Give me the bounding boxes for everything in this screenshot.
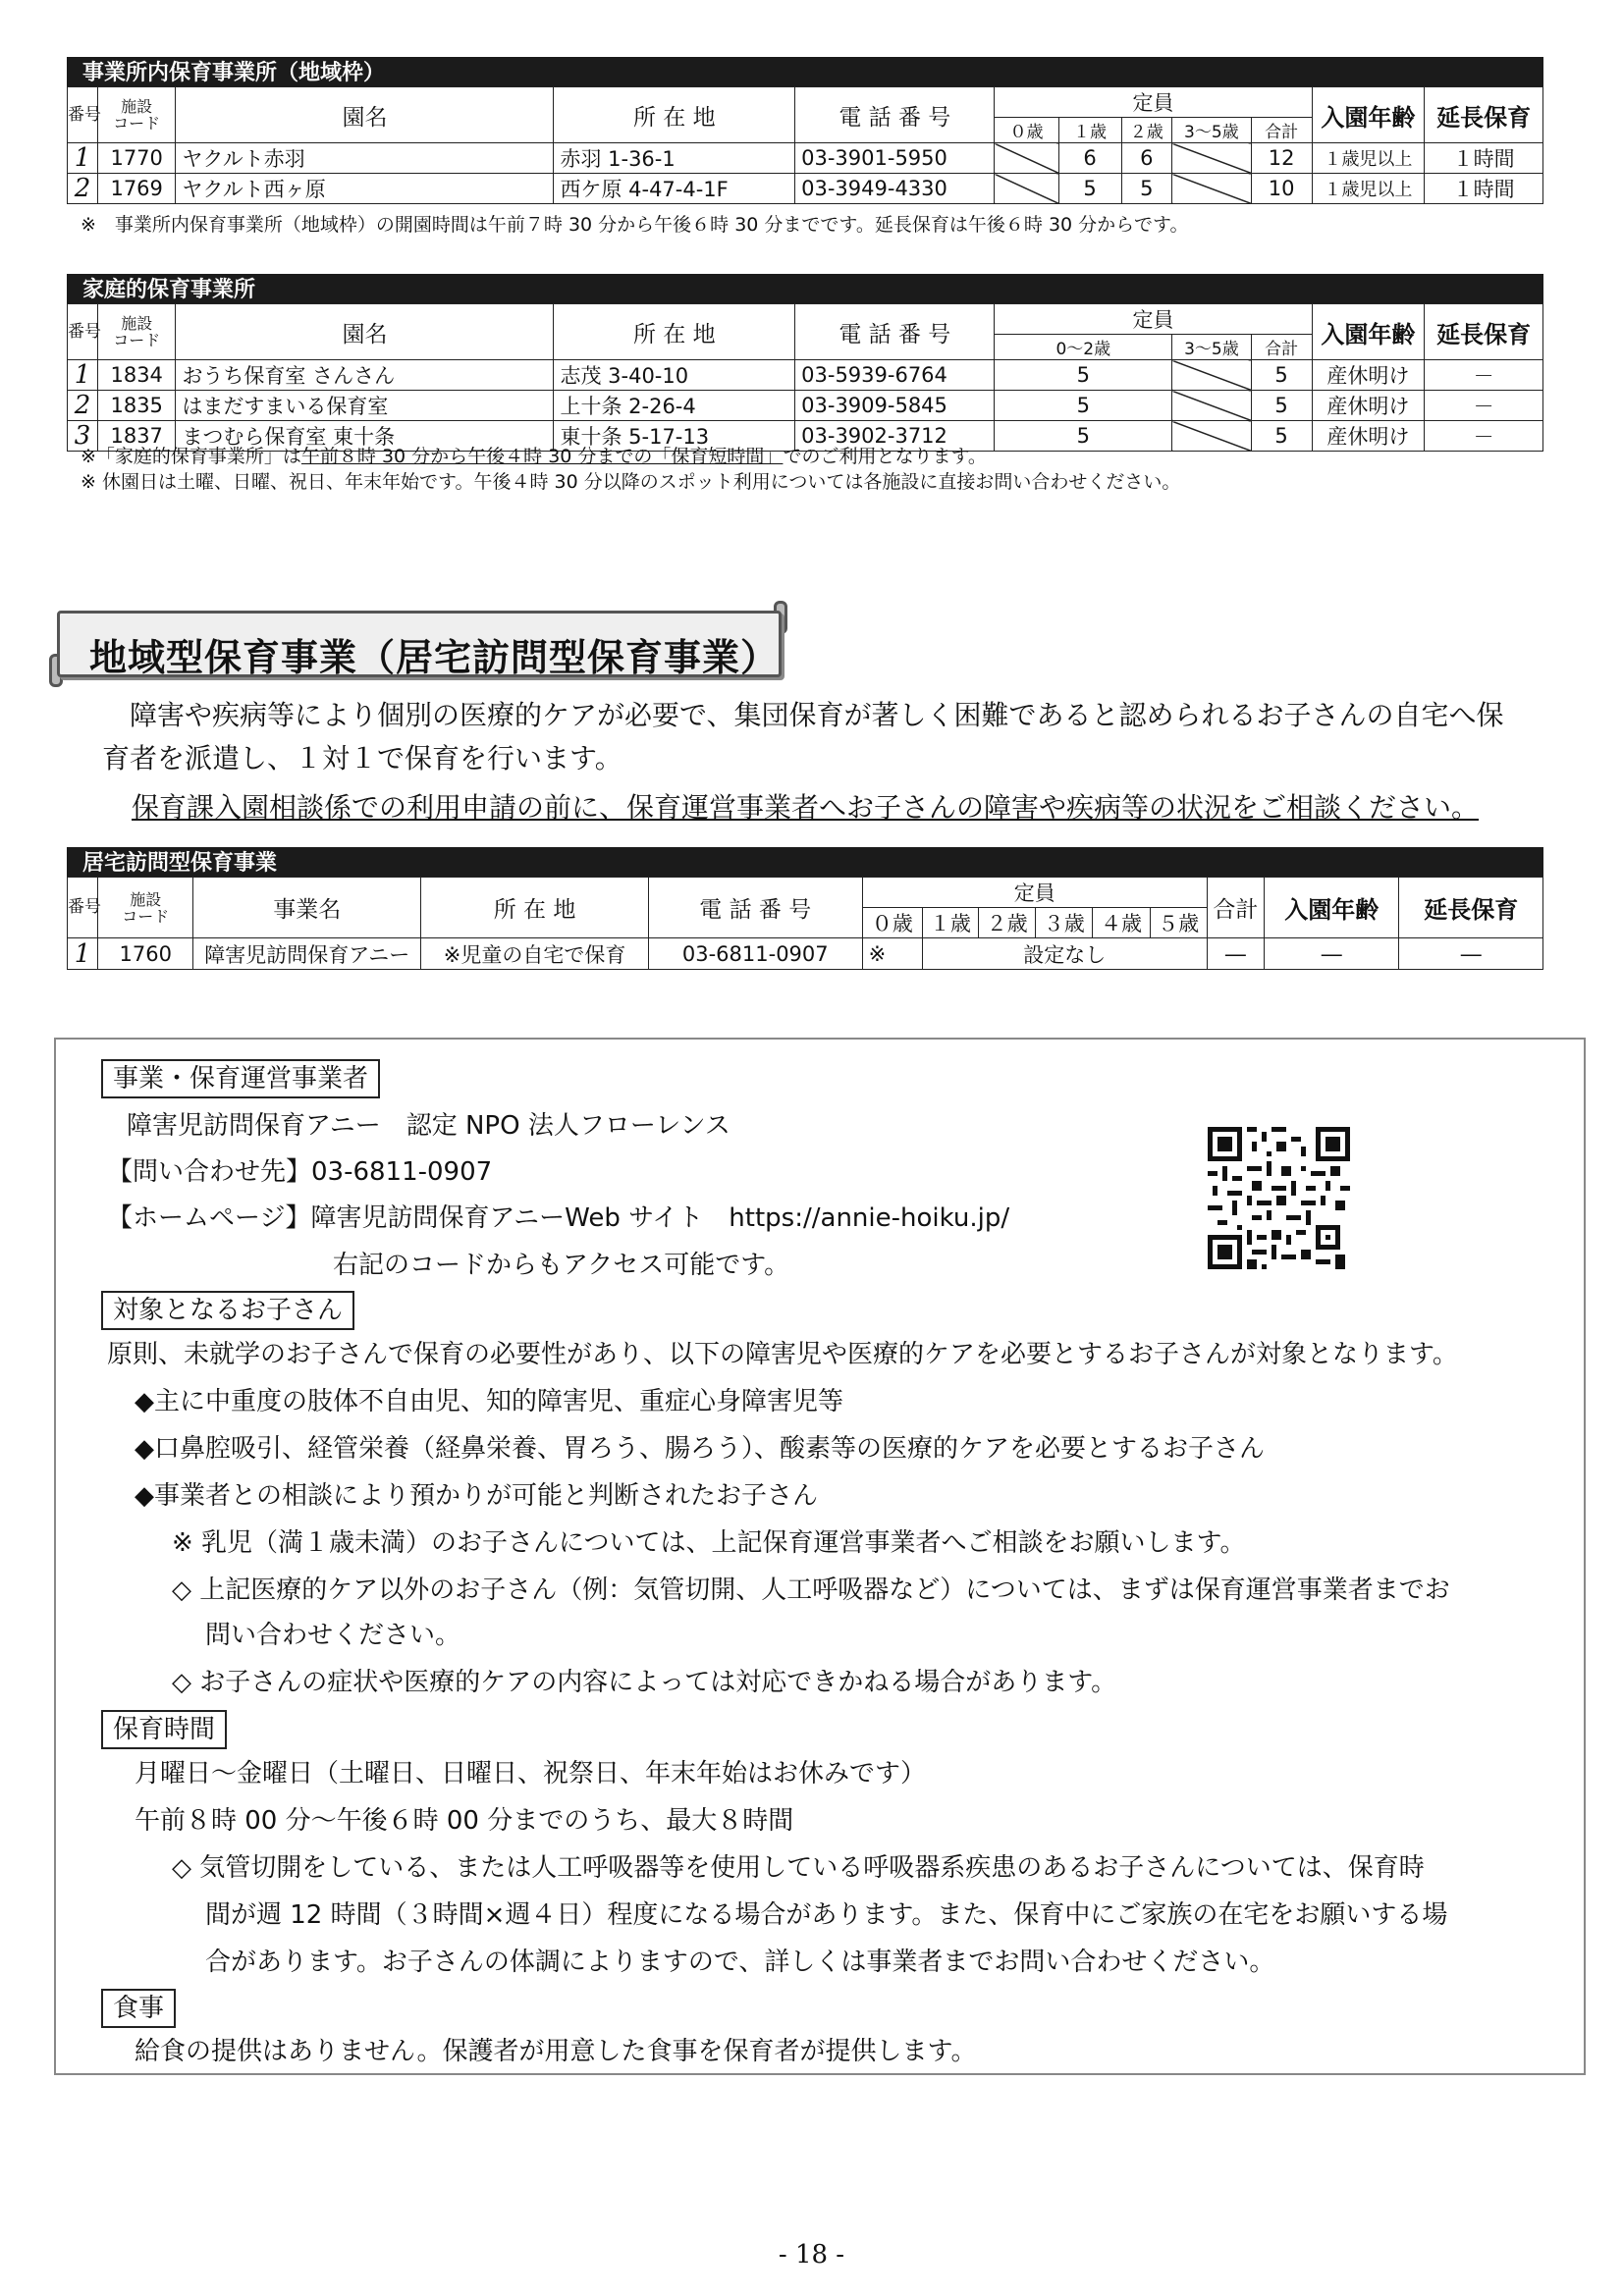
header-extended: 延長保育 <box>1425 87 1543 143</box>
capacity-total: 5 <box>1251 360 1312 391</box>
facility-code: 1834 <box>97 360 175 391</box>
header-code: 施設 コード <box>98 878 193 938</box>
header-entry-age: 入園年齢 <box>1312 304 1425 360</box>
capacity-age35-none <box>1172 391 1252 421</box>
header-age2: ２歳 <box>1121 118 1172 143</box>
capacity-age35-none <box>1172 360 1252 391</box>
header-entry-age: 入園年齢 <box>1312 87 1425 143</box>
header-extended: 延長保育 <box>1399 878 1543 938</box>
row-number: 1 <box>68 360 98 391</box>
header-no: 番号 <box>68 304 98 360</box>
workplace-nursery-note: ※ 事業所内保育事業所（地域枠）の開園時間は午前７時 30 分から午後６時 30 分までです。延長保育は午後６時 30 分からです。 <box>81 214 1189 236</box>
target-note-other-care-cont: 問い合わせください。 <box>205 1621 461 1650</box>
extended-care: － <box>1425 360 1543 391</box>
capacity-age02: 5 <box>995 360 1172 391</box>
facility-address: 赤羽 1-36-1 <box>554 143 795 174</box>
row-number: 1 <box>68 938 98 970</box>
facility-phone: 03-5939-6764 <box>795 360 995 391</box>
facility-name: ヤクルト西ヶ原 <box>176 174 554 204</box>
row-number: 1 <box>68 143 98 174</box>
target-item: ◆口鼻腔吸引、経管栄養（経鼻栄養、胃ろう、腸ろう）、酸素等の医療的ケアを必要とするお子さん <box>135 1434 1265 1464</box>
header-code: 施設 コード <box>97 304 175 360</box>
section-workplace-nursery <box>67 57 1543 204</box>
capacity-age1: 5 <box>1058 174 1121 204</box>
intro-line-3: 保育課入園相談係での利用申請の前に、保育運営事業者へお子さんの障害や疾病等の状況をご相談ください。 <box>132 791 1480 824</box>
header-name: 園名 <box>176 304 554 360</box>
header-address: 所 在 地 <box>421 878 649 938</box>
capacity-age0: ※ <box>862 938 922 970</box>
facility-name: おうち保育室 さんさん <box>176 360 554 391</box>
header-phone: 電 話 番 号 <box>795 304 995 360</box>
homepage-link[interactable]: 【ホームページ】障害児訪問保育アニーWeb サイト https://annie-hoiku.jp/ <box>107 1203 1010 1233</box>
page-number: - 18 - <box>778 2240 845 2269</box>
facility-code: 1835 <box>97 391 175 421</box>
facility-phone: 03-3909-5845 <box>795 391 995 421</box>
entry-age: １歳児以上 <box>1312 143 1425 174</box>
facility-name: まつむら保育室 東十条 <box>176 421 554 452</box>
header-age3: ３歳 <box>1036 908 1093 938</box>
header-age0: ０歳 <box>995 118 1058 143</box>
facility-code: 1760 <box>98 938 193 970</box>
header-extended: 延長保育 <box>1425 304 1543 360</box>
table-row <box>68 391 1543 421</box>
table-row <box>68 938 1543 970</box>
operator-label: 事業・保育運営事業者 <box>101 1059 380 1098</box>
header-age1: １歳 <box>922 908 978 938</box>
home-nursery-note-holidays: ※ 休園日は土曜、日曜、祝日、年末年始です。午後４時 30 分以降のスポット利用については各施設に直接お問い合わせください。 <box>81 471 1181 493</box>
table-row <box>68 143 1543 174</box>
section-title: 家庭的保育事業所 <box>67 274 1543 303</box>
info-box <box>54 1038 1586 2075</box>
capacity-ages: 設定なし <box>922 938 1207 970</box>
header-address: 所 在 地 <box>554 87 795 143</box>
operator-name: 障害児訪問保育アニー 認定 NPO 法人フローレンス <box>127 1111 730 1141</box>
extended-care: － <box>1425 421 1543 452</box>
facility-code: 1769 <box>97 174 175 204</box>
capacity-total: 12 <box>1251 143 1312 174</box>
facility-address: 西ケ原 4-47-4-1F <box>554 174 795 204</box>
header-phone: 電 話 番 号 <box>648 878 862 938</box>
target-item: ◆事業者との相談により預かりが可能と判断されたお子さん <box>135 1481 818 1511</box>
meal-label: 食事 <box>101 1989 176 2028</box>
header-no: 番号 <box>68 87 98 143</box>
header-capacity: 定員 <box>995 304 1312 335</box>
contact-phone: 【問い合わせ先】03-6811-0907 <box>107 1157 493 1187</box>
facility-name: 障害児訪問保育アニー <box>193 938 421 970</box>
entry-age: 産休明け <box>1312 421 1425 452</box>
header-age02: 0～2歳 <box>995 335 1172 360</box>
qr-note: 右記のコードからもアクセス可能です。 <box>333 1251 790 1280</box>
facility-address: 東十条 5-17-13 <box>554 421 795 452</box>
header-no: 番号 <box>68 878 98 938</box>
home-nursery-table <box>67 303 1543 452</box>
entry-age: １歳児以上 <box>1312 174 1425 204</box>
target-note-infant: ※ 乳児（満１歳未満）のお子さんについては、上記保育運営事業者へご相談をお願いします。 <box>172 1528 1246 1558</box>
header-age0: ０歳 <box>862 908 922 938</box>
meal-text: 給食の提供はありません。保護者が用意した食事を保育者が提供します。 <box>135 2037 977 2066</box>
home-nursery-note-hours: ※「家庭的保育事業所」は午前８時 30 分から午後４時 30 分までの「保育短時間」でのご利用となります。 <box>81 446 987 467</box>
section-title: 居宅訪問型保育事業 <box>67 847 1543 877</box>
qr-code-icon[interactable] <box>1208 1127 1350 1269</box>
hours-label: 保育時間 <box>101 1710 227 1749</box>
row-number: 2 <box>68 174 98 204</box>
header-total: 合計 <box>1251 118 1312 143</box>
capacity-age0-none <box>995 174 1058 204</box>
hours-note-cont: 合があります。お子さんの体調によりますので、詳しくは事業者までお問い合わせください。 <box>205 1948 1275 1977</box>
entry-age: 産休明け <box>1312 391 1425 421</box>
header-total: 合計 <box>1207 878 1264 938</box>
entry-age: ― <box>1264 938 1398 970</box>
target-item: ◆主に中重度の肢体不自由児、知的障害児、重症心身障害児等 <box>135 1387 843 1416</box>
row-number: 3 <box>68 421 98 452</box>
table-row <box>68 174 1543 204</box>
entry-age: 産休明け <box>1312 360 1425 391</box>
intro-line-2: 育者を派遣し、１対１で保育を行います。 <box>102 742 622 774</box>
facility-address: 志茂 3-40-10 <box>554 360 795 391</box>
facility-phone: 03-6811-0907 <box>648 938 862 970</box>
header-age5: ５歳 <box>1150 908 1207 938</box>
capacity-age2: 5 <box>1121 174 1172 204</box>
header-address: 所 在 地 <box>554 304 795 360</box>
capacity-age02: 5 <box>995 391 1172 421</box>
facility-code: 1837 <box>97 421 175 452</box>
section-home-visit <box>67 847 1543 970</box>
hours-days: 月曜日～金曜日（土曜日、日曜日、祝祭日、年末年始はお休みです） <box>135 1759 927 1789</box>
header-name: 事業名 <box>193 878 421 938</box>
hours-note: ◇ 気管切開をしている、または人工呼吸器等を使用している呼吸器系疾患のあるお子さんについては、保育時 <box>172 1853 1425 1883</box>
header-total: 合計 <box>1251 335 1312 360</box>
extended-care: １時間 <box>1425 143 1543 174</box>
facility-address: 上十条 2-26-4 <box>554 391 795 421</box>
capacity-total: ― <box>1207 938 1264 970</box>
capacity-age35-none <box>1172 143 1252 174</box>
header-age2: ２歳 <box>978 908 1035 938</box>
banner-body <box>57 611 782 677</box>
facility-name: はまだすまいる保育室 <box>176 391 554 421</box>
banner-title: 地域型保育事業（居宅訪問型保育事業） <box>89 636 780 679</box>
extended-care: １時間 <box>1425 174 1543 204</box>
home-visit-table <box>67 877 1543 970</box>
target-note-limits: ◇ お子さんの症状や医療的ケアの内容によっては対応できかねる場合があります。 <box>172 1668 1117 1697</box>
target-note-other-care: ◇ 上記医療的ケア以外のお子さん（例：気管切開、人工呼吸器など）については、まずは保育運営事業者までお <box>172 1575 1450 1605</box>
capacity-age35-none <box>1172 421 1252 452</box>
hours-note-cont: 間が週 12 時間（３時間×週４日）程度になる場合があります。また、保育中にご家族の在宅をお願いする場 <box>205 1900 1448 1930</box>
capacity-total: 10 <box>1251 174 1312 204</box>
header-age1: １歳 <box>1058 118 1121 143</box>
target-text: 原則、未就学のお子さんで保育の必要性があり、以下の障害児や医療的ケアを必要とするお子さんが対象となります。 <box>107 1340 1458 1369</box>
header-code: 施設 コード <box>97 87 175 143</box>
capacity-age1: 6 <box>1058 143 1121 174</box>
section-title: 事業所内保育事業所（地域枠） <box>67 57 1543 86</box>
workplace-nursery-table <box>67 86 1543 204</box>
section-home-nursery <box>67 274 1543 452</box>
facility-phone: 03-3902-3712 <box>795 421 995 452</box>
row-number: 2 <box>68 391 98 421</box>
header-capacity: 定員 <box>995 87 1312 118</box>
header-capacity: 定員 <box>862 878 1207 908</box>
facility-phone: 03-3949-4330 <box>795 174 995 204</box>
facility-code: 1770 <box>97 143 175 174</box>
capacity-age2: 6 <box>1121 143 1172 174</box>
facility-name: ヤクルト赤羽 <box>176 143 554 174</box>
extended-care: ― <box>1399 938 1543 970</box>
hours-time: 午前８時 00 分～午後６時 00 分までのうち、最大８時間 <box>135 1806 794 1836</box>
capacity-age02: 5 <box>995 421 1172 452</box>
header-age4: ４歳 <box>1093 908 1150 938</box>
header-age35: 3～5歳 <box>1172 335 1252 360</box>
header-entry-age: 入園年齢 <box>1264 878 1398 938</box>
capacity-total: 5 <box>1251 421 1312 452</box>
facility-phone: 03-3901-5950 <box>795 143 995 174</box>
extended-care: － <box>1425 391 1543 421</box>
header-phone: 電 話 番 号 <box>795 87 995 143</box>
target-label: 対象となるお子さん <box>101 1291 354 1330</box>
section-banner <box>49 601 787 687</box>
capacity-total: 5 <box>1251 391 1312 421</box>
table-row <box>68 360 1543 391</box>
capacity-age35-none <box>1172 174 1252 204</box>
header-age35: 3～5歳 <box>1172 118 1252 143</box>
facility-address: ※児童の自宅で保育 <box>421 938 649 970</box>
capacity-age0-none <box>995 143 1058 174</box>
header-name: 園名 <box>176 87 554 143</box>
intro-line-1: 障害や疾病等により個別の医療的ケアが必要で、集団保育が著しく困難であると認められるお子さんの自宅へ保 <box>102 699 1504 731</box>
